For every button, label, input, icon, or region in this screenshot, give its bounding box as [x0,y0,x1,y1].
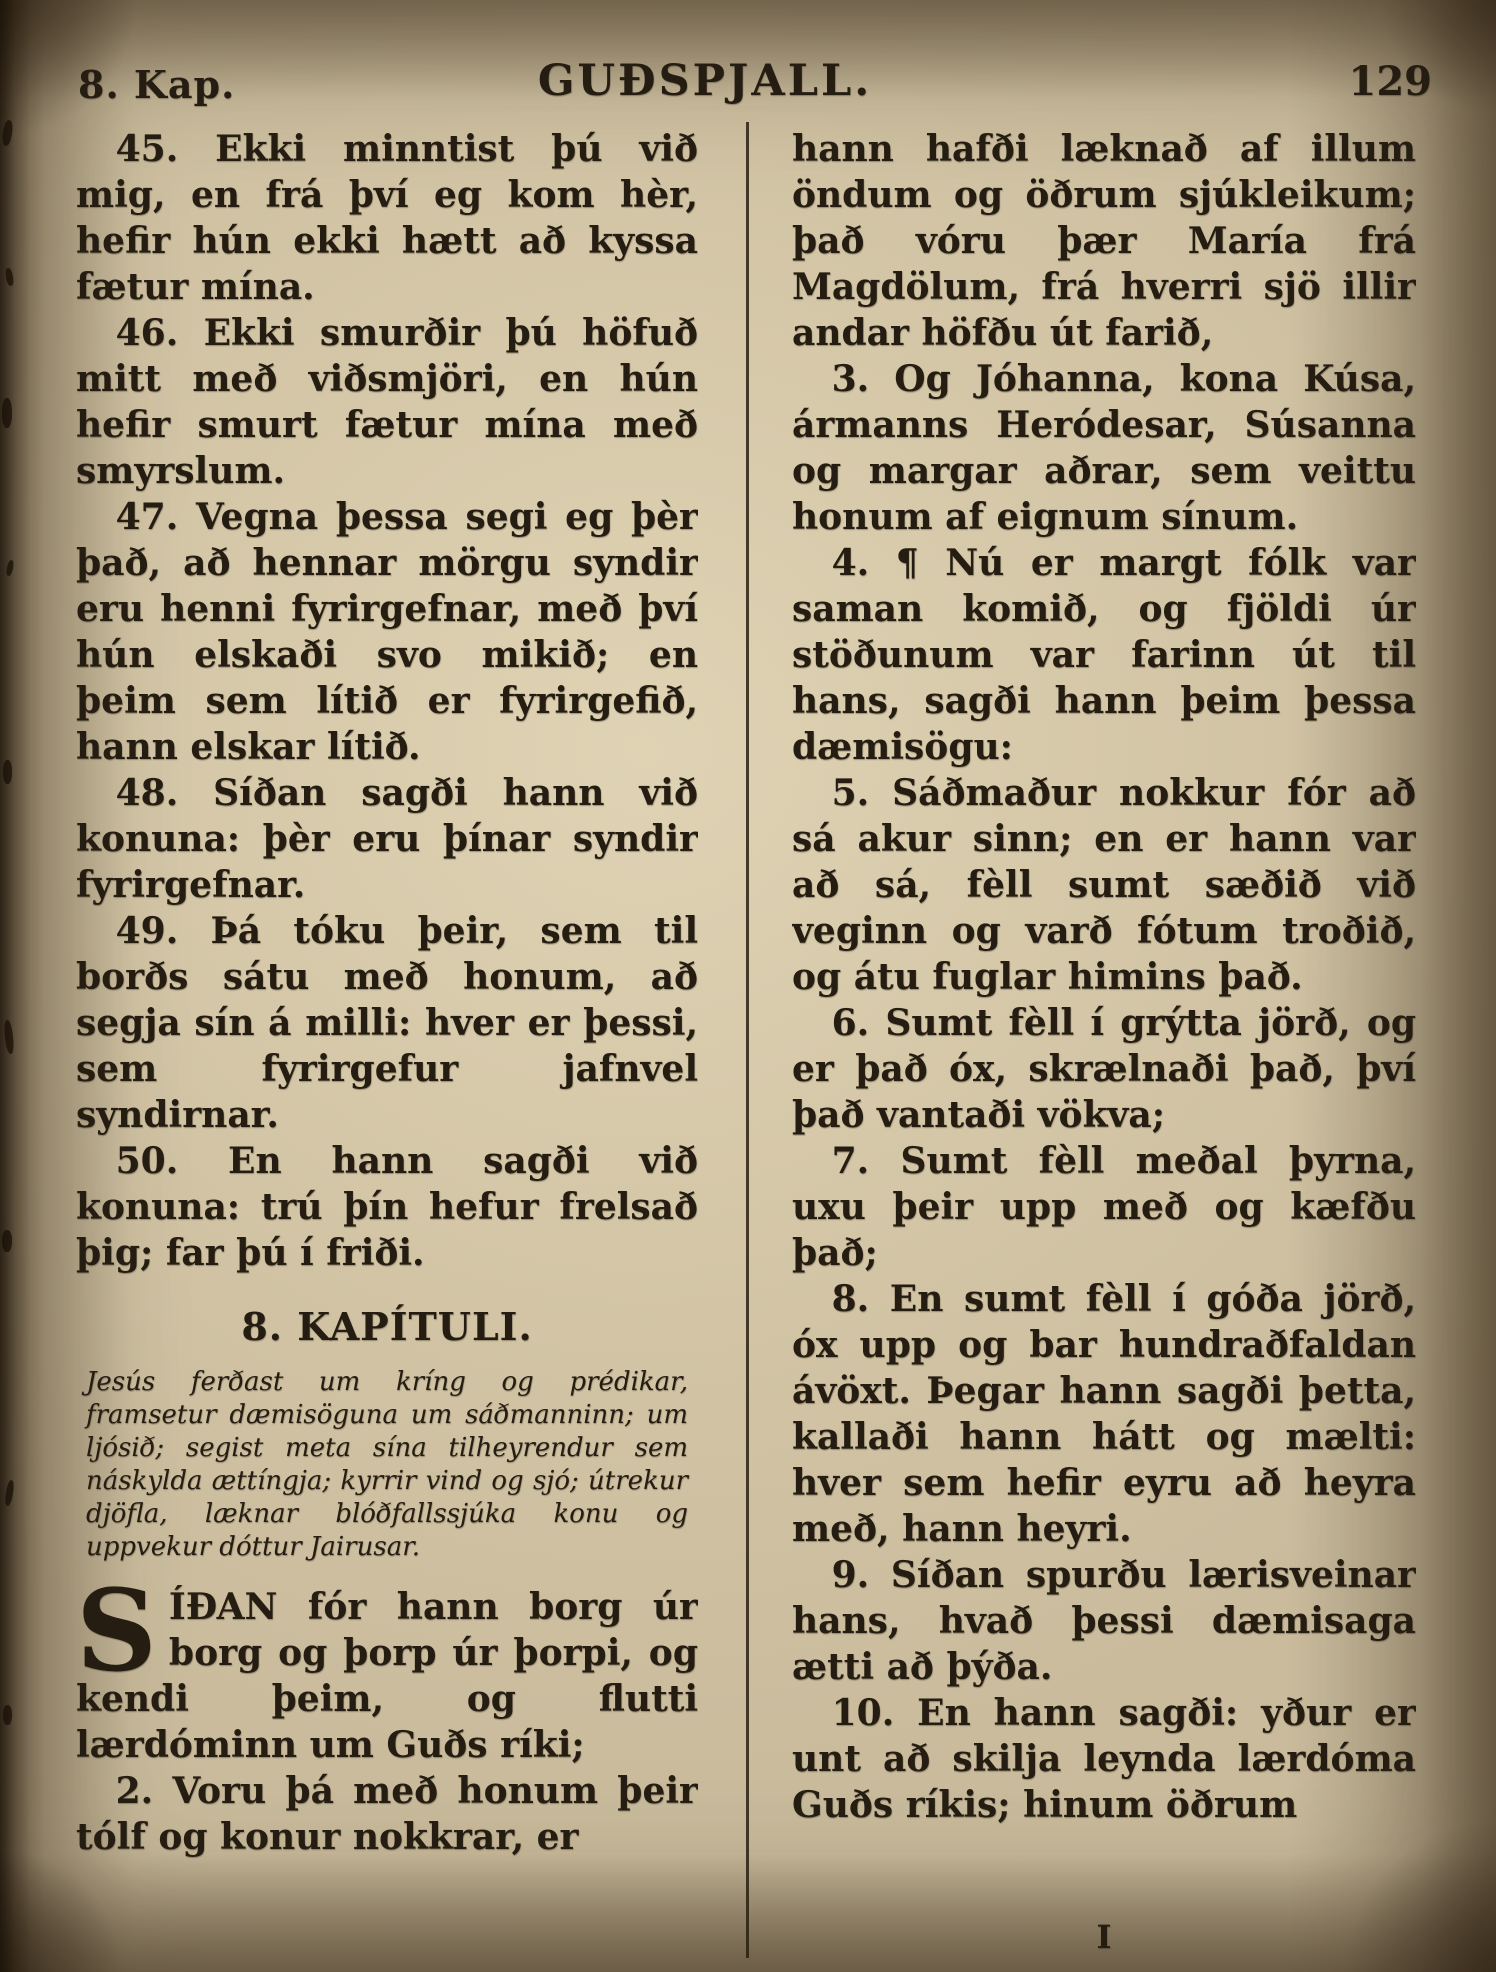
scan-speck [2,398,12,428]
drop-cap: S [76,1566,157,1697]
verse-48: 48. Síðan sagði hann við konuna: þèr eru þínar syndir fyrirgefnar. [76,772,698,906]
verse-7: 7. Sumt fèll meðal þyrna, uxu þeir upp með og kæfðu það; [792,1140,1416,1274]
scan-speck [2,1230,12,1252]
verse-5: 5. Sáðmaður nokkur fór að sá akur sinn; en er hann var að sá, fèll sumt sæðið við veginn og varð fótum troðið, og átu fuglar himins það. [792,772,1416,998]
page-title: GUÐSPJALL. [537,56,873,106]
opening-text: ÍÐAN fór hann borg úr borg og þorp úr þorpi, og kendi þeim, og flutti lærdóminn um Guðs ríki; [76,1586,698,1766]
verse-9: 9. Síðan spurðu lærisveinar hans, hvað þessi dæmisaga ætti að þýða. [792,1554,1416,1688]
verse-2: 2. Voru þá með honum þeir tólf og konur nokkrar, er [76,1770,698,1858]
opening-paragraph [76,1566,698,1768]
verse-47: 47. Vegna þessa segi eg þèr það, að hennar mörgu syndir eru henni fyrirgefnar, með því hún elskaði svo mikið; en þeim sem lítið er fyrirgefið, hann elskar lítið. [76,496,698,768]
verse-46: 46. Ekki smurðir þú höfuð mitt með viðsmjöri, en hún hefir smurt fætur mína með smyrslum. [76,312,698,492]
scan-speck [3,760,12,784]
chapter-heading: 8. KAPÍTULI. [241,1304,533,1349]
scan-speck [3,1705,12,1725]
running-header [78,56,1432,110]
verse-3: 3. Og Jóhanna, kona Kúsa, ármanns Heródesar, Súsanna og margar aðrar, sem veittu honum af eignum sínum. [792,358,1416,538]
verse-2-continuation: hann hafði læknað af illum öndum og öðrum sjúkleikum; það vóru þær María frá Magdölum, frá hverri sjö illir andar höfðu út farið, [792,128,1416,354]
chapter-summary: Jesús ferðast um kríng og prédikar, framsetur dæmisöguna um sáðmanninn; um ljósið; segist meta sína tilheyrendur sem náskylda ættíngja; kyrrir vind og sjó; útrekur djöfla, læknar blóðfallssjúka konu og uppvekur dóttur Jairusar. [86,1367,688,1562]
verse-8: 8. En sumt fèll í góða jörð, óx upp og bar hundraðfaldan ávöxt. Þegar hann sagði þetta, kallaði hann hátt og mælti: hver sem hefir eyru að heyra með, hann heyri. [792,1278,1416,1550]
column-divider [746,122,749,1958]
text-column-right [792,126,1416,1934]
page-number: 129 [1348,58,1432,105]
text-column-left [76,126,698,1934]
verse-10: 10. En hann sagði: yður er unt að skilja leynda lærdóma Guðs ríkis; hinum öðrum [792,1692,1416,1826]
verse-6: 6. Sumt fèll í grýtta jörð, og er það óx, skrælnaði það, því það vantaði vökva; [792,1002,1416,1136]
signature-mark: I [1096,1918,1112,1956]
verse-45: 45. Ekki minntist þú við mig, en frá því eg kom hèr, hefir hún ekki hætt að kyssa fætur mína. [76,128,698,308]
verse-49: 49. Þá tóku þeir, sem til borðs sátu með honum, að segja sín á milli: hver er þessi, sem fyrirgefur jafnvel syndirnar. [76,910,698,1136]
binding-shadow [0,0,30,1972]
verse-50: 50. En hann sagði við konuna: trú þín hefur frelsað þig; far þú í friði. [76,1140,698,1274]
verse-4: 4. ¶ Nú er margt fólk var saman komið, og fjöldi úr stöðunum var farinn út til hans, sagði hann þeim þessa dæmisögu: [792,542,1416,768]
chapter-label: 8. Kap. [78,62,236,107]
